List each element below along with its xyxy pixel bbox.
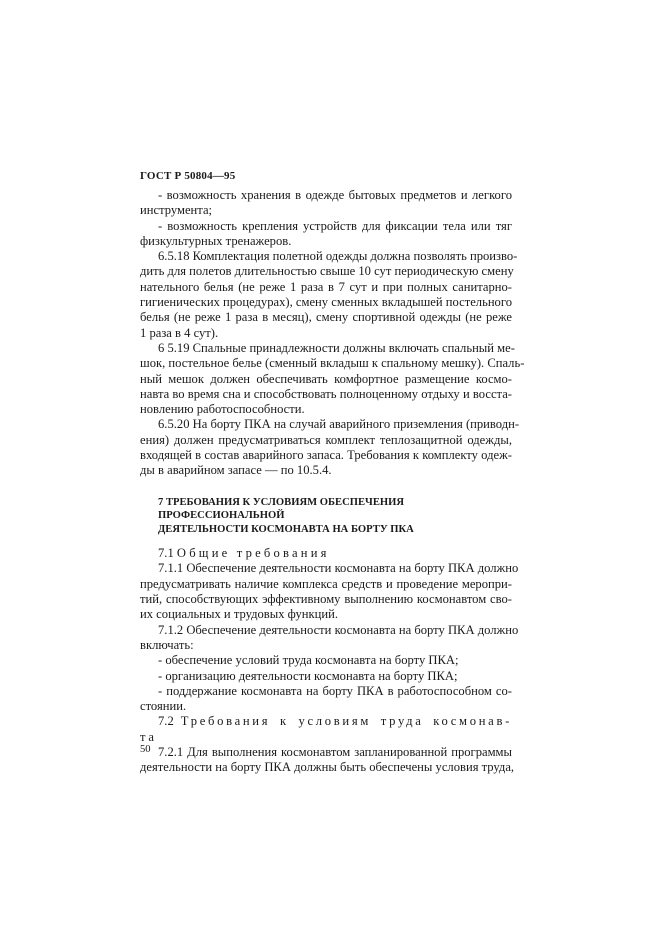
text-line: гигиенических процедурах), смену сменных вкладышей постельного	[140, 295, 512, 310]
text-line: белья (не реже 1 раза в месяц), смену спортивной одежды (не реже	[140, 310, 512, 325]
paragraph-7-1-1	[140, 561, 519, 622]
text-line: входящей в состав аварийного запаса. Требования к комплекту одеж-	[140, 448, 512, 463]
heading-line	[140, 546, 512, 561]
text-line: ный мешок должен обеспечивать комфортное размещение космо-	[140, 371, 512, 386]
text-line: 6 5.19 Спальные принадлежности должны включать спальный ме-	[158, 340, 515, 355]
subsection-number: 7.1	[158, 546, 174, 561]
text-line: инструмента;	[140, 203, 213, 218]
subsection-title: Общие требования	[176, 546, 330, 561]
text-line: их социальных и трудовых функций.	[140, 607, 339, 622]
paragraph-storage	[140, 188, 512, 219]
text-line: 1 раза в 4 сут).	[140, 325, 219, 340]
text-line: 6.5.20 На борту ПКА на случай аварийного приземления (приводн-	[158, 417, 520, 432]
text-line: включать:	[140, 637, 194, 652]
page-number: 50	[140, 744, 151, 755]
heading-line: та	[140, 729, 157, 744]
section-7-heading	[140, 496, 512, 537]
text-line: стоянии.	[140, 699, 187, 714]
heading-line	[140, 714, 512, 729]
paragraph-6-5-20	[140, 417, 520, 478]
text-line: ды в аварийном запасе — по 10.5.4.	[140, 463, 332, 478]
text-line: предусматривать наличие комплекса средств и проведение меропри-	[140, 576, 512, 591]
subsection-7-1-heading	[140, 546, 512, 561]
text-line: - возможность крепления устройств для фиксации тела или тяг	[158, 218, 512, 233]
list-items	[140, 653, 512, 714]
subsection-7-2-heading	[140, 714, 512, 745]
text-line: 6.5.18 Комплектация полетной одежды должна позволять произво-	[158, 249, 518, 264]
text-line: 7.1.1 Обеспечение деятельности космонавта на борту ПКА должно	[158, 561, 519, 576]
page-body	[140, 188, 525, 776]
text-line: навта во время сна и способствовать полноценному отдыху и восста-	[140, 386, 512, 401]
paragraph-6-5-19	[140, 340, 525, 417]
subsection-title: Требования к условиям труда космонав-	[180, 714, 512, 729]
paragraph-fixation	[140, 219, 512, 250]
text-line: тий, способствующих эффективному выполнению космонавтом сво-	[140, 592, 512, 607]
paragraph-7-1-2	[140, 622, 519, 654]
text-line: 7.2.1 Для выполнения космонавтом запланированной программы	[158, 745, 512, 759]
paragraph-6-5-18	[140, 249, 518, 341]
heading-line: 7 ТРЕБОВАНИЯ К УСЛОВИЯМ ОБЕСПЕЧЕНИЯ ПРОФЕССИОНАЛЬНОЙ	[158, 496, 405, 522]
list-item: - поддержание космонавта на борту ПКА в работоспособном со-	[158, 683, 512, 698]
list-item: - обеспечение условий труда космонавта на борту ПКА;	[158, 653, 459, 668]
text-line: шок, постельное белье (сменный вкладыш к спальному мешку). Спаль-	[140, 356, 525, 371]
text-line: новлению работоспособности.	[140, 402, 305, 417]
text-line: физкультурных тренажеров.	[140, 233, 292, 248]
text-line: ения) должен предусматриваться комплект теплозащитной одежды,	[140, 432, 512, 447]
heading-line: ДЕЯТЕЛЬНОСТИ КОСМОНАВТА НА БОРТУ ПКА	[158, 523, 414, 535]
list-item: - организацию деятельности космонавта на борту ПКА;	[158, 668, 458, 683]
document-header: ГОСТ Р 50804—95	[140, 170, 236, 182]
text-line: дить для полетов длительностью свыше 10 сут периодическую смену	[140, 264, 514, 279]
text-line: деятельности на борту ПКА должны быть обеспечены условия труда,	[140, 760, 515, 775]
subsection-number: 7.2	[158, 714, 174, 729]
text-line: 7.1.2 Обеспечение деятельности космонавта на борту ПКА должно	[158, 622, 519, 637]
text-line: - возможность хранения в одежде бытовых предметов и легкого	[158, 188, 512, 202]
paragraph-7-2-1	[140, 745, 515, 776]
text-line: нательного белья (не реже 1 раза в 7 сут и при полных санитарно-	[140, 279, 512, 294]
